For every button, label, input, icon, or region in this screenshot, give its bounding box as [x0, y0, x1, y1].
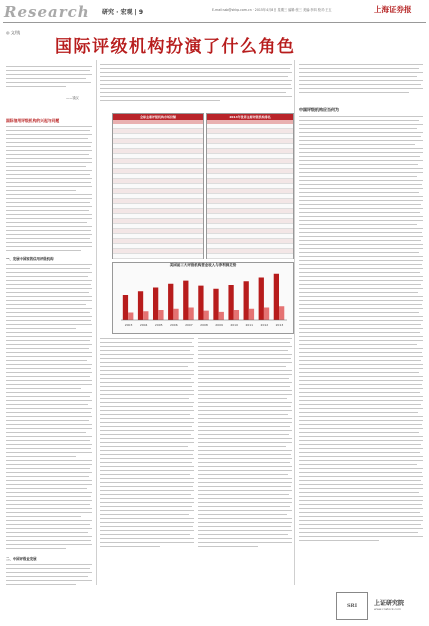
- chart-bar: [183, 281, 188, 320]
- intro-text: [100, 64, 292, 104]
- table-right: [206, 113, 294, 259]
- chart-bar: [168, 284, 173, 320]
- newspaper-masthead: 上海证券报: [374, 5, 412, 14]
- chart-svg: [113, 268, 291, 328]
- chart-x-tick: 2005: [154, 323, 163, 327]
- chart-title: 美国前三大评级机构营业收入与净利润走势: [169, 263, 237, 267]
- footer-brand: 上证研究院: [374, 600, 405, 607]
- chart-bar: [188, 308, 193, 321]
- column-divider: [96, 60, 97, 585]
- header-rule: [3, 22, 426, 23]
- body-text-right: [299, 116, 423, 544]
- chart-x-tick: 2010: [230, 323, 239, 327]
- chart-x-tick: 2006: [169, 323, 178, 327]
- chart-x-tick: 2012: [260, 323, 269, 327]
- chart-bar: [244, 281, 249, 320]
- chart-bar: [234, 310, 239, 320]
- byline: ◎ 文/钱: [6, 30, 21, 35]
- table-left-title: 全球主要评级机构市场份额: [113, 114, 203, 120]
- chart-x-tick: 2007: [185, 323, 193, 327]
- chart-x-tick: 2008: [200, 323, 208, 327]
- table-left: [112, 113, 204, 259]
- chart-bar: [138, 291, 143, 320]
- section-heading: 一、发展中国家的信用评级机构: [6, 257, 54, 261]
- chart-bar: [274, 274, 279, 320]
- body-text-left-2: [6, 264, 92, 552]
- chart-bar: [158, 310, 163, 320]
- chart-bar: [259, 278, 264, 321]
- table-right-title: 2014年世界主要评级机构排名: [207, 114, 293, 120]
- lead-signature: ——钱汉: [66, 96, 79, 100]
- lead-paragraph: [6, 66, 92, 90]
- section-heading: 国际信用评级机构的兴起与问题: [6, 118, 60, 123]
- chart-bar: [173, 309, 178, 320]
- chart-bar: [264, 308, 269, 321]
- chart-x-tick: 2011: [245, 323, 254, 327]
- chart-bar: [204, 311, 209, 320]
- section-heading: 二、中国评级业发展: [6, 557, 37, 561]
- chart-bar: [228, 285, 233, 320]
- revenue-chart: [112, 262, 294, 334]
- chart-bar: [219, 312, 224, 320]
- chart-bar: [143, 311, 148, 320]
- right-section-title: 中国评级机构应当何为: [299, 107, 339, 112]
- body-text-left: [6, 126, 92, 254]
- section-brand: Research: [4, 3, 90, 21]
- footer-url: www.cnstock.com: [374, 607, 401, 611]
- body-text-mid-2: [198, 338, 292, 550]
- chart-bar: [249, 309, 254, 320]
- chart-x-tick: 2003: [124, 323, 133, 327]
- chart-bar: [153, 288, 158, 321]
- chart-x-tick: 2009: [215, 323, 223, 327]
- dateline: E-mail:ssb@shkp.com.cn · 2015年4月8日 星期三 编辑:张三 美编:李四 校对:王五: [212, 8, 332, 12]
- chart-x-tick: 2013: [275, 323, 284, 327]
- body-text-right-top: [299, 64, 423, 96]
- chart-bar: [123, 295, 128, 320]
- chart-bar: [279, 306, 284, 320]
- chart-bar: [213, 289, 218, 320]
- headline: 国际评级机构扮演了什么角色: [55, 37, 296, 57]
- section-label: 研究 · 宏观 | 9: [102, 9, 144, 16]
- body-text-left-3: [6, 564, 92, 588]
- sri-logo: SRI: [336, 592, 368, 620]
- chart-bar: [198, 286, 203, 320]
- chart-x-tick: 2004: [139, 323, 148, 327]
- chart-bar: [128, 313, 133, 321]
- body-text-mid-1: [100, 338, 194, 550]
